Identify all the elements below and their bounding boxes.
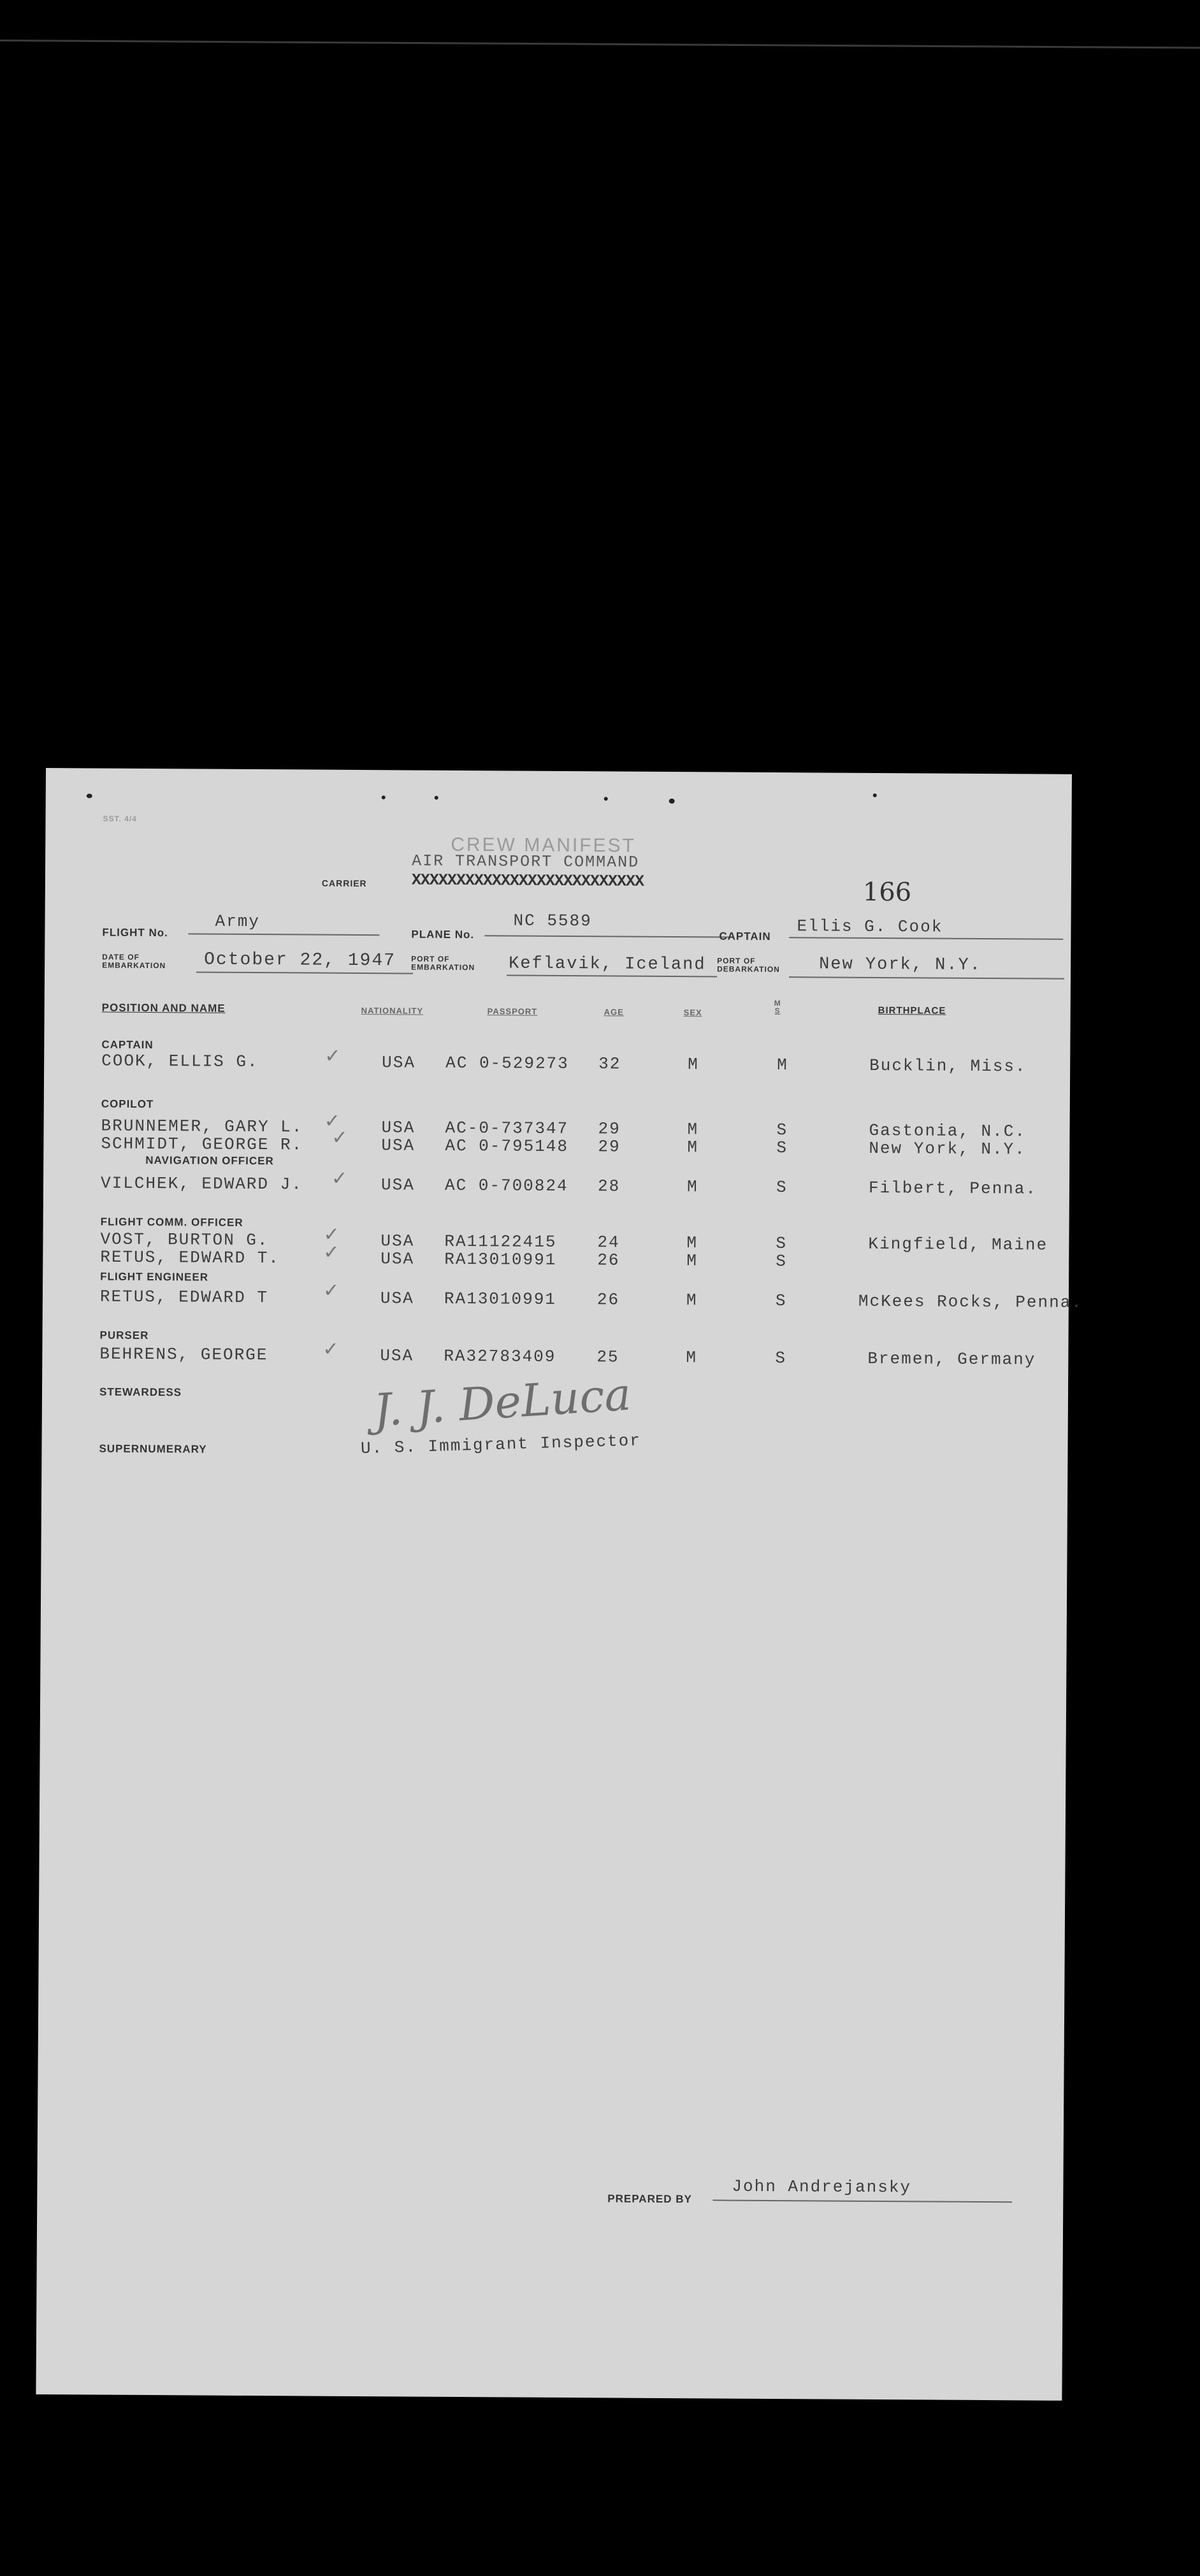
section-flight-engineer: FLIGHT ENGINEER xyxy=(100,1270,209,1284)
scan-speck xyxy=(873,793,877,797)
crew-name: RETUS, EDWARD T xyxy=(99,1287,269,1308)
scan-speck xyxy=(87,793,92,798)
crew-nationality: USA xyxy=(382,1053,416,1073)
crew-birthplace: McKees Rocks, Penna. xyxy=(858,1291,1083,1312)
column-nationality: NATIONALITY xyxy=(361,1006,424,1016)
crew-sex: M xyxy=(686,1291,698,1310)
crew-passport: AC 0-700824 xyxy=(444,1175,568,1196)
crew-birthplace: Filbert, Penna. xyxy=(868,1178,1037,1199)
crew-manifest-document xyxy=(36,768,1083,2401)
crew-marital: S xyxy=(776,1252,787,1271)
prepared-by-label: PREPARED BY xyxy=(607,2192,692,2206)
plane-value: NC 5589 xyxy=(513,911,592,931)
captain-underline xyxy=(789,937,1063,940)
port-debarkation-label xyxy=(717,957,780,974)
port-debarkation-underline xyxy=(789,976,1064,980)
crew-name: SCHMIDT, GEORGE R. xyxy=(101,1134,303,1155)
crew-sex: M xyxy=(688,1055,699,1075)
inspector-title: U. S. Immigrant Inspector xyxy=(360,1431,642,1459)
plane-underline xyxy=(484,935,733,937)
crew-passport: AC-0-737347 xyxy=(445,1118,569,1139)
crew-passport: AC 0-529273 xyxy=(445,1053,569,1074)
crew-nationality: USA xyxy=(380,1289,414,1308)
crew-name: RETUS, EDWARD T. xyxy=(100,1247,280,1268)
section-stewardess: STEWARDESS xyxy=(99,1386,182,1399)
form-code: SST. 4/4 xyxy=(103,814,137,823)
port-embarkation-label-line-2: EMBARKATION xyxy=(411,962,475,973)
crew-name: BEHRENS, GEORGE xyxy=(99,1344,268,1365)
section-navigation-officer: NAVIGATION OFFICER xyxy=(145,1154,274,1168)
date-value: October 22, 1947 xyxy=(204,950,396,971)
check-mark-icon: ✓ xyxy=(331,1126,348,1149)
scan-speck xyxy=(604,797,608,800)
crew-passport: AC 0-795148 xyxy=(445,1136,569,1157)
crew-nationality: USA xyxy=(380,1231,415,1251)
check-mark-icon: ✓ xyxy=(322,1279,340,1302)
crew-age: 25 xyxy=(596,1347,619,1367)
date-underline xyxy=(196,971,413,974)
crew-sex: M xyxy=(686,1348,698,1368)
crew-sex: M xyxy=(687,1138,699,1157)
port-embarkation-underline xyxy=(507,974,717,977)
port-debarkation-value: New York, N.Y. xyxy=(819,955,982,975)
crew-sex: M xyxy=(686,1177,698,1197)
scan-speck xyxy=(669,799,675,804)
crew-sex: M xyxy=(686,1251,698,1271)
crew-passport: RA32783409 xyxy=(444,1346,556,1366)
crew-marital: M xyxy=(777,1055,788,1075)
crew-marital: S xyxy=(775,1349,787,1368)
column-sex: SEX xyxy=(683,1008,702,1018)
crew-marital: S xyxy=(776,1178,788,1198)
crew-age: 29 xyxy=(598,1137,621,1157)
crew-birthplace: Bremen, Germany xyxy=(867,1349,1036,1370)
page-number: 166 xyxy=(862,877,912,908)
captain-value: Ellis G. Cook xyxy=(797,916,943,937)
crew-age: 29 xyxy=(598,1119,621,1139)
flight-label: FLIGHT No. xyxy=(102,926,168,939)
column-passport: PASSPORT xyxy=(487,1006,538,1017)
port-embarkation-label xyxy=(411,955,475,973)
crew-age: 26 xyxy=(597,1250,620,1270)
crew-age: 32 xyxy=(598,1054,621,1074)
scan-edge-line xyxy=(0,40,1200,49)
crew-sex: M xyxy=(687,1120,699,1140)
section-captain: CAPTAIN xyxy=(101,1038,154,1052)
crew-name: COOK, ELLIS G. xyxy=(101,1051,259,1072)
check-mark-icon: ✓ xyxy=(331,1167,348,1190)
date-label-line-1: DATE OF xyxy=(102,952,140,962)
crew-passport: RA11122415 xyxy=(444,1231,557,1252)
crew-name: BRUNNEMER, GARY L. xyxy=(101,1116,303,1137)
carrier-value: AIR TRANSPORT COMMAND xyxy=(412,851,640,872)
port-debarkation-label-line-1: PORT OF xyxy=(717,956,756,966)
column-marital xyxy=(774,999,781,1015)
check-mark-icon: ✓ xyxy=(324,1110,340,1132)
flight-underline xyxy=(188,933,379,936)
crew-birthplace: Kingfield, Maine xyxy=(868,1234,1048,1255)
port-embarkation-value: Keflavik, Iceland xyxy=(509,954,706,975)
date-label xyxy=(102,953,166,971)
column-marital-label: M xyxy=(774,998,781,1008)
scan-speck xyxy=(382,795,386,799)
column-birthplace: BIRTHPLACE xyxy=(878,1004,946,1017)
document-title: CREW MANIFEST xyxy=(451,834,637,857)
crew-nationality: USA xyxy=(381,1118,416,1138)
date-label-line-2: EMBARKATION xyxy=(102,960,166,971)
crew-age: 24 xyxy=(597,1233,620,1252)
scan-speck xyxy=(435,796,438,800)
section-flight-comm-officer: FLIGHT COMM. OFFICER xyxy=(100,1215,243,1229)
check-mark-icon: ✓ xyxy=(323,1223,340,1246)
section-supernumerary: SUPERNUMERARY xyxy=(99,1442,207,1456)
crew-birthplace: New York, N.Y. xyxy=(869,1138,1026,1159)
crew-nationality: USA xyxy=(380,1175,415,1195)
column-marital-sub-label: S xyxy=(774,1006,781,1016)
crew-age: 28 xyxy=(597,1176,621,1196)
port-debarkation-label-line-2: DEBARKATION xyxy=(717,964,780,974)
column-position-and-name: POSITION AND NAME xyxy=(101,1001,226,1015)
crew-marital: S xyxy=(775,1291,787,1311)
crew-age: 26 xyxy=(596,1290,620,1310)
carrier-label: CARRIER xyxy=(321,878,367,889)
crew-name: VILCHEK, EDWARD J. xyxy=(100,1173,303,1194)
port-embarkation-label-line-1: PORT OF xyxy=(411,954,450,964)
check-mark-icon: ✓ xyxy=(322,1338,339,1361)
crew-birthplace: Bucklin, Miss. xyxy=(869,1055,1027,1076)
check-mark-icon: ✓ xyxy=(323,1241,340,1264)
crew-marital: S xyxy=(776,1138,788,1158)
check-mark-icon: ✓ xyxy=(324,1045,341,1067)
column-age: AGE xyxy=(604,1007,624,1017)
crew-sex: M xyxy=(686,1233,698,1253)
crew-nationality: USA xyxy=(381,1136,416,1155)
crew-nationality: USA xyxy=(380,1249,415,1269)
flight-value: Army xyxy=(215,911,261,932)
crew-birthplace: Gastonia, N.C. xyxy=(869,1120,1027,1141)
carrier-struck-text: XXXXXXXXXXXXXXXXXXXXXXXXXX xyxy=(411,871,644,891)
crew-marital: S xyxy=(776,1234,788,1254)
captain-label: CAPTAIN xyxy=(719,930,771,943)
section-purser: PURSER xyxy=(99,1329,149,1342)
plane-label: PLANE No. xyxy=(411,928,475,941)
crew-name: VOST, BURTON G. xyxy=(100,1229,269,1250)
crew-marital: S xyxy=(776,1120,788,1140)
prepared-by-value: John Andrejansky xyxy=(732,2176,912,2197)
prepared-by-underline xyxy=(712,2199,1012,2203)
inspector-signature: J. J. DeLuca xyxy=(372,1368,633,1437)
crew-passport: RA13010991 xyxy=(444,1289,557,1309)
crew-passport: RA13010991 xyxy=(444,1249,557,1270)
section-copilot: COPILOT xyxy=(101,1097,154,1111)
crew-nationality: USA xyxy=(380,1346,414,1366)
